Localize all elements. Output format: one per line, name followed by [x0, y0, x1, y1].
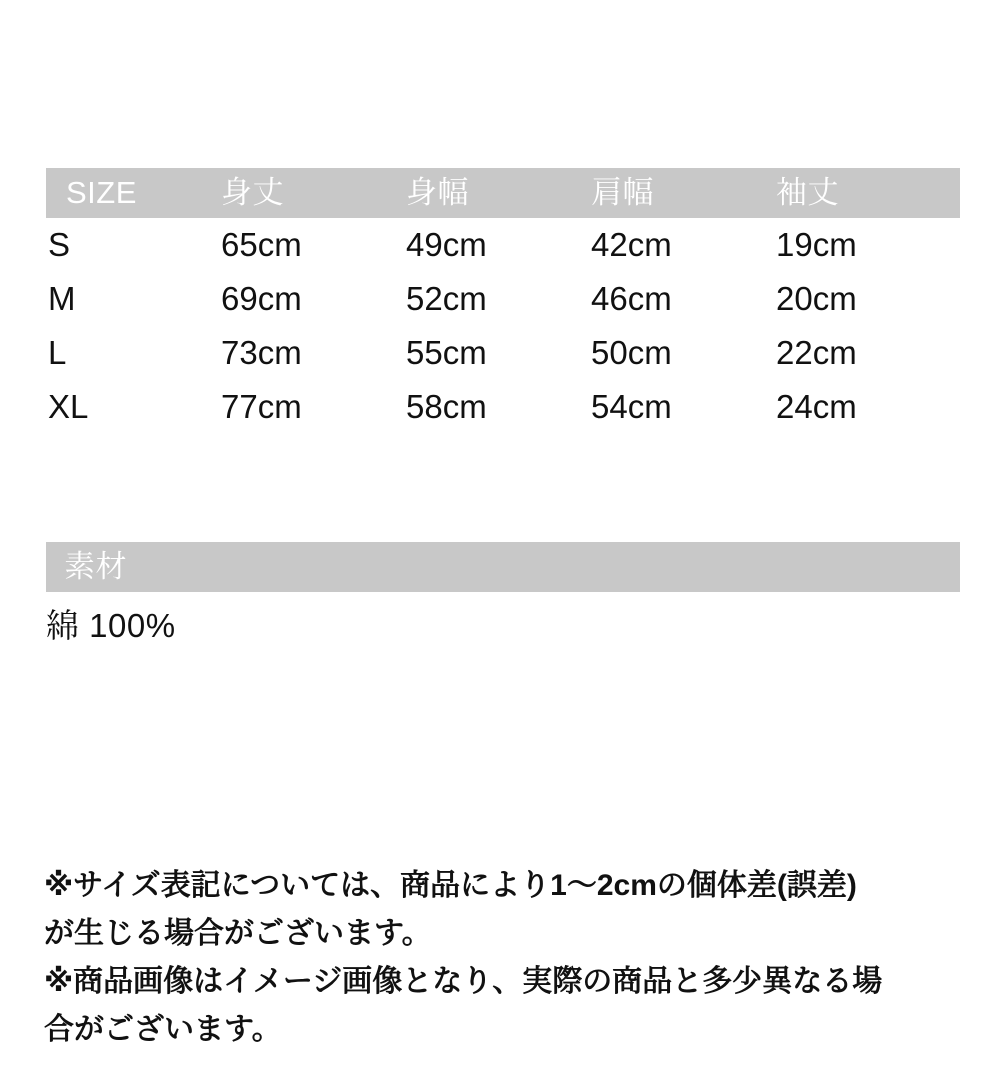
- cell-body-width: 58cm: [406, 388, 487, 425]
- cell-body-length: 73cm: [221, 334, 302, 371]
- cell-size: L: [48, 334, 67, 371]
- cell-shoulder-width: 50cm: [591, 334, 672, 371]
- cell-sleeve-length: 20cm: [776, 280, 857, 317]
- cell-sleeve-length: 22cm: [776, 334, 857, 371]
- note-line: ※サイズ表記については、商品により1〜2cmの個体差(誤差): [44, 869, 857, 902]
- cell-size: S: [48, 226, 71, 263]
- material-section-header: 素材: [46, 542, 960, 592]
- column-header-size: SIZE: [66, 175, 137, 210]
- cell-sleeve-length: 19cm: [776, 226, 857, 263]
- disclaimer-notes: [44, 862, 964, 1054]
- column-header-shoulder-width: 肩幅: [591, 175, 654, 210]
- cell-shoulder-width: 42cm: [591, 226, 672, 263]
- note-line: ※商品画像はイメージ画像となり、実際の商品と多少異なる場: [44, 965, 883, 998]
- cell-body-width: 49cm: [406, 226, 487, 263]
- cell-shoulder-width: 54cm: [591, 388, 672, 425]
- column-header-sleeve-length: 袖丈: [776, 175, 839, 210]
- size-chart-header: [46, 168, 960, 218]
- table-row: [46, 218, 960, 272]
- table-row: [46, 272, 960, 326]
- cell-body-width: 55cm: [406, 334, 487, 371]
- cell-body-length: 77cm: [221, 388, 302, 425]
- cell-size: XL: [48, 388, 89, 425]
- column-header-body-length: 身丈: [221, 175, 284, 210]
- cell-body-width: 52cm: [406, 280, 487, 317]
- cell-sleeve-length: 24cm: [776, 388, 857, 425]
- table-row: [46, 326, 960, 380]
- material-value: 綿 100%: [46, 607, 176, 644]
- size-chart-table: [46, 168, 960, 434]
- table-row: [46, 380, 960, 434]
- note-line: が生じる場合がございます。: [44, 917, 432, 950]
- size-chart-body: [46, 218, 960, 434]
- column-header-body-width: 身幅: [406, 175, 469, 210]
- cell-body-length: 69cm: [221, 280, 302, 317]
- cell-shoulder-width: 46cm: [591, 280, 672, 317]
- cell-body-length: 65cm: [221, 226, 302, 263]
- table-header-row: [46, 168, 960, 218]
- cell-size: M: [48, 280, 76, 317]
- note-line: 合がございます。: [44, 1013, 282, 1046]
